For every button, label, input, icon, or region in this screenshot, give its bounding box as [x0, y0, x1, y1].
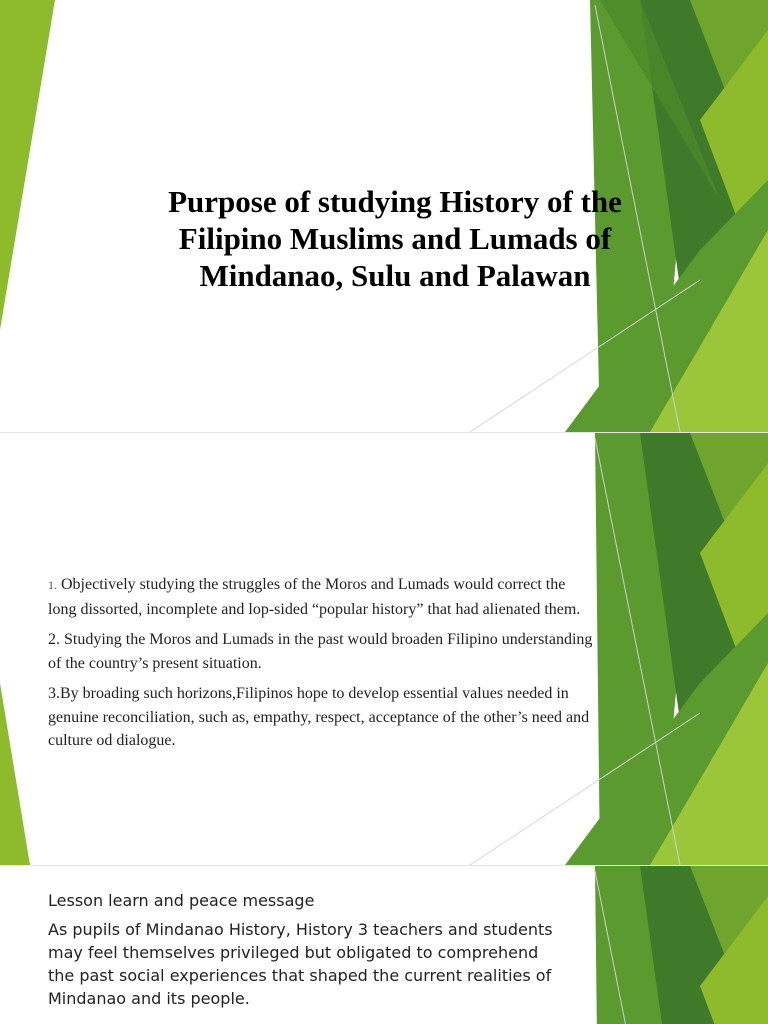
lesson-body: As pupils of Mindanao History, History 3 teachers and students may feel themselves privileged but obligated to comprehend the past social experiences that shaped the current realities of Mindanao and its people. — [48, 920, 553, 1008]
point-item: 2. Studying the Moros and Lumads in the past would broaden Filipino understanding of the country’s present situation. — [48, 631, 593, 672]
slide-2 — [0, 433, 768, 865]
point-text: Objectively studying the struggles of the Moros and Lumads would correct the long dissorted, incomplete and lop-sided “popular history” that had alienated them. — [48, 576, 581, 618]
lesson-heading: Lesson learn and peace message — [48, 891, 315, 910]
point-item: 3.By broading such horizons,Filipinos hope to develop essential values needed in genuine reconciliation, such as, empathy, respect, acceptance of the other’s need and culture od dialogue. — [48, 685, 590, 749]
point-number: 1. — [48, 578, 57, 592]
point-item — [48, 573, 593, 621]
slide-title: Purpose of studying History of the Filipino Muslims and Lumads of Mindanao, Sulu and Palawan — [168, 184, 622, 293]
slide-3 — [0, 866, 768, 1024]
lesson-section — [48, 890, 568, 1010]
slide-1 — [0, 0, 768, 432]
points-list — [48, 573, 593, 760]
